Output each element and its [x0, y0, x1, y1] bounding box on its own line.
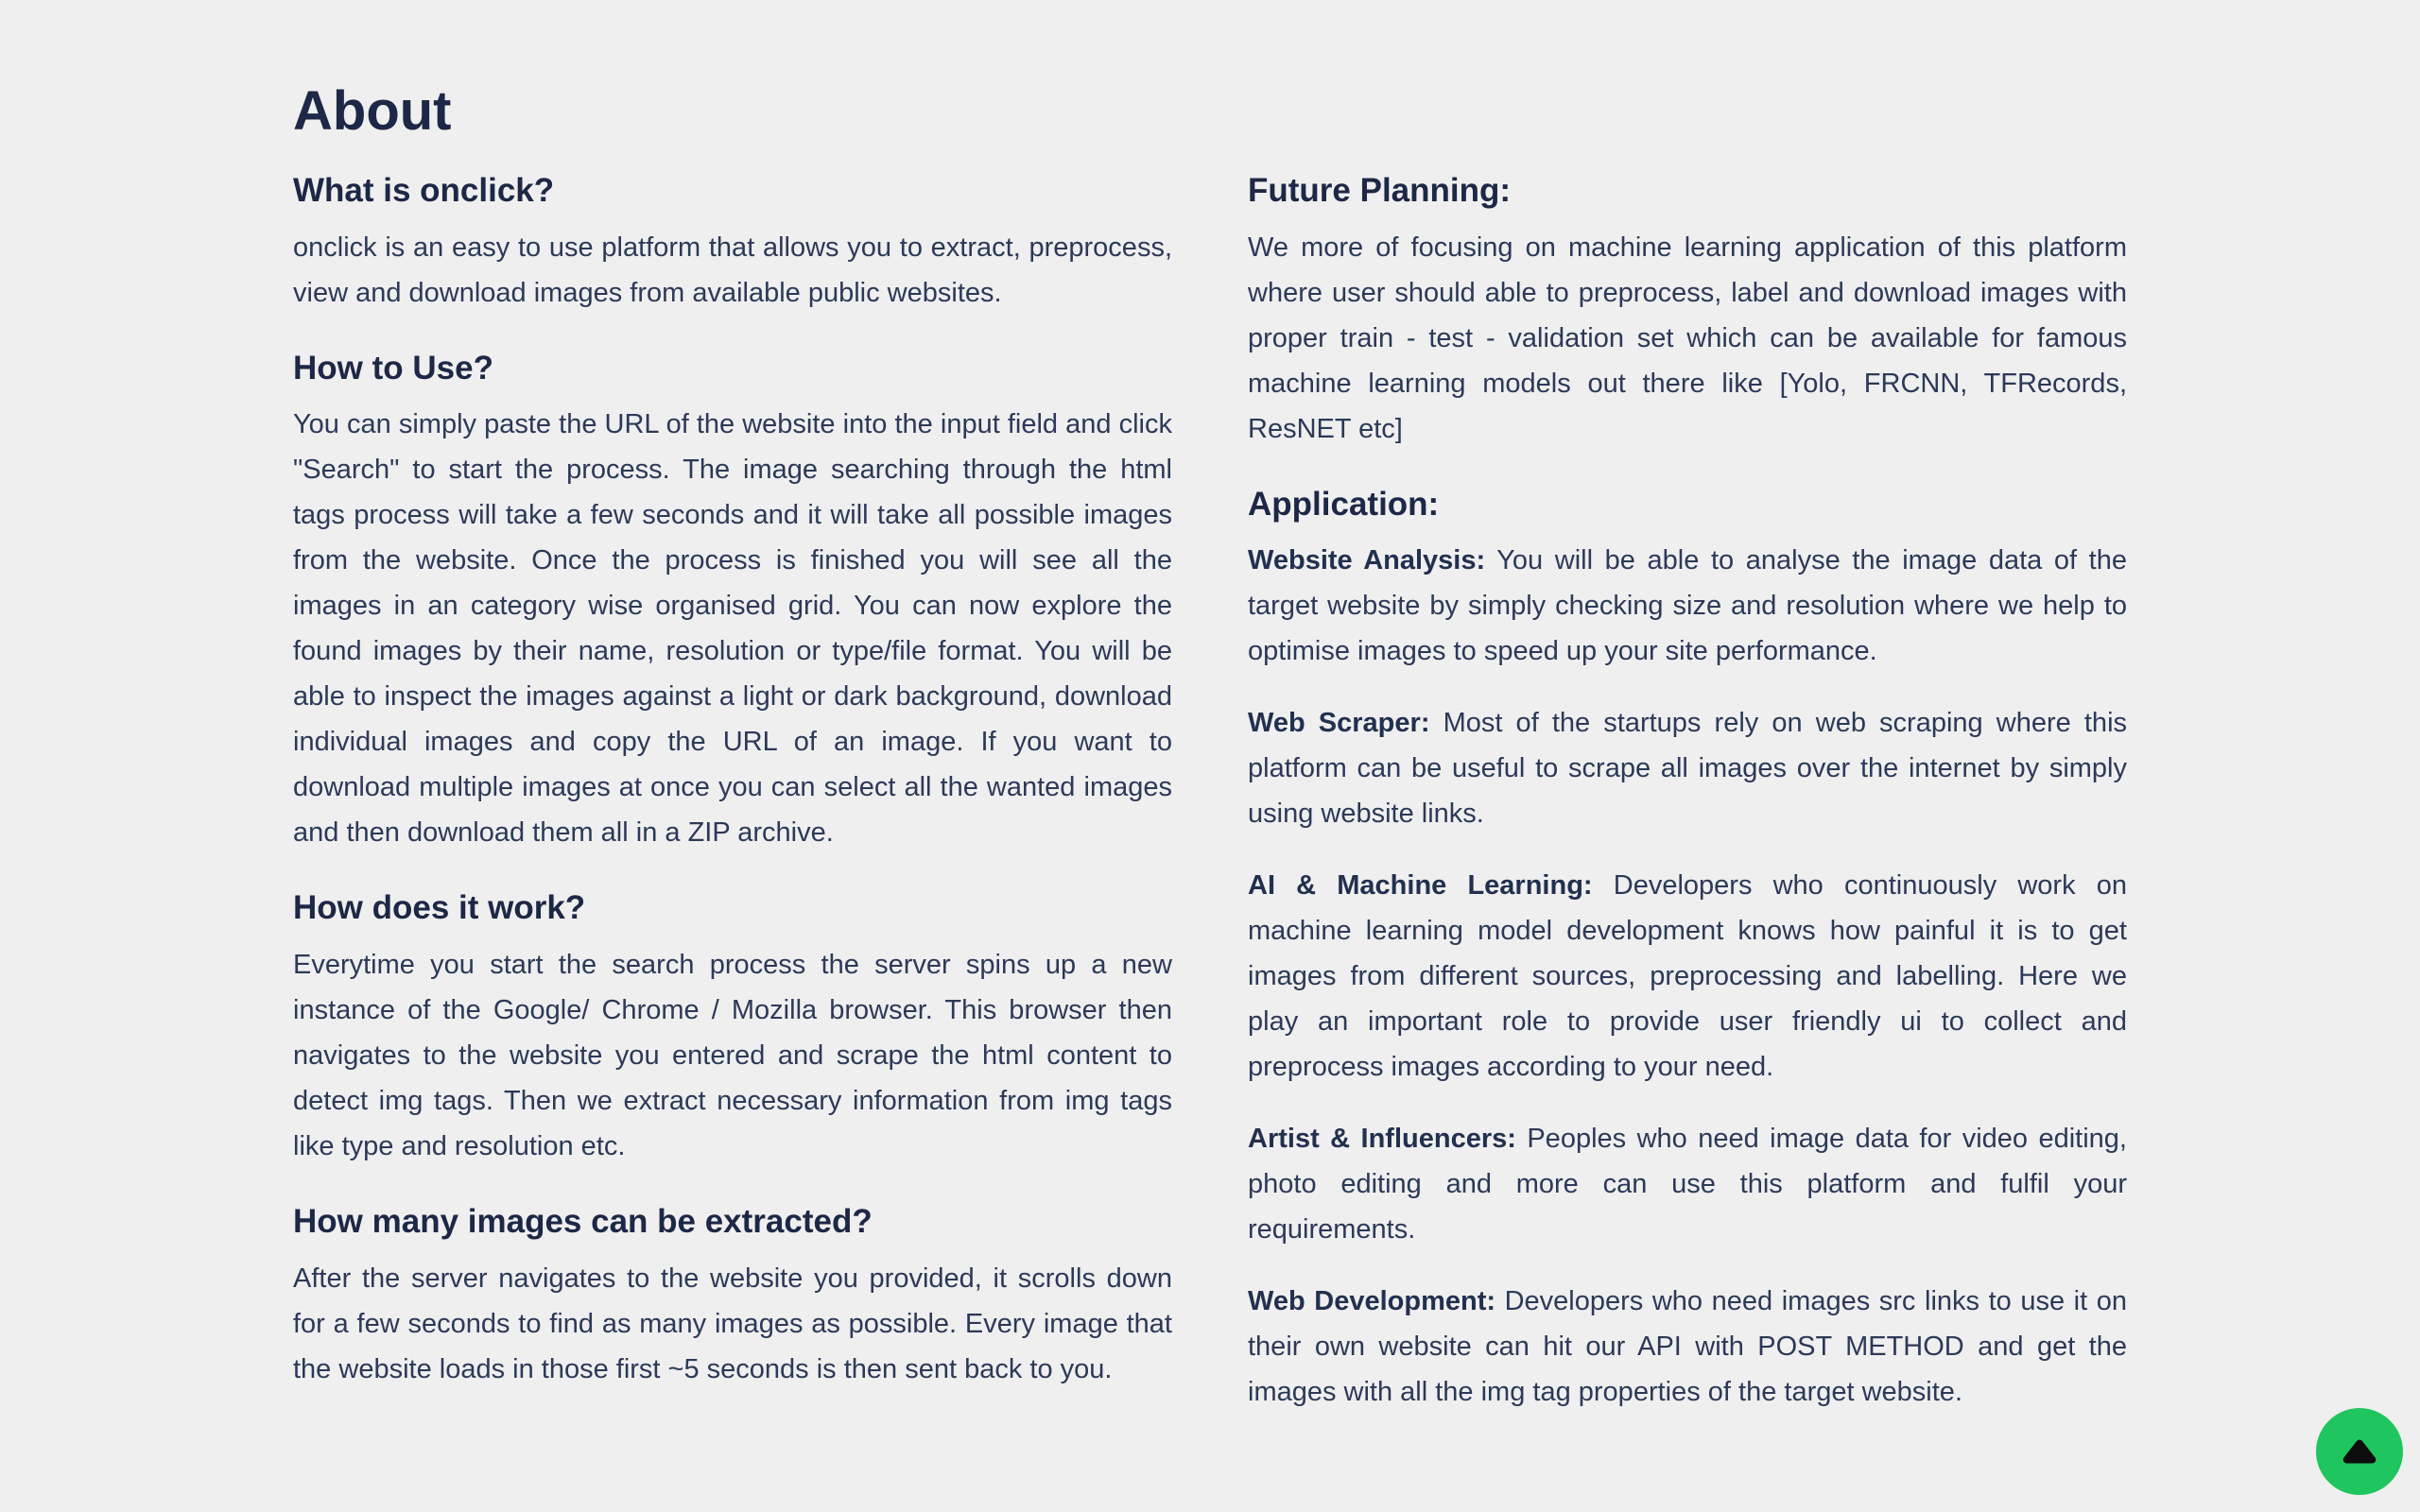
section-heading: Future Planning: [1248, 171, 1512, 209]
section-heading: How to Use? [293, 349, 493, 387]
section-how-does-it-work [293, 887, 1172, 1169]
section-paragraph: Everytime you start the search process the server spins up a new instance of the Google/ Chrome / Mozilla browser. This browser then navigates to the website you entered and scrape the html content to detect img tags. Then we extract necessary information from img tags like type and resolution etc. [293, 950, 1172, 1162]
section-paragraph: After the server navigates to the website you provided, it scrolls down for a few seconds to find as many images as possible. Every image that the website loads in those first ~5 seconds is then sent back to you. [293, 1263, 1172, 1384]
section-paragraph: onclick is an easy to use platform that allows you to extract, preprocess, view and download images from available public websites. [293, 232, 1172, 308]
application-item-label: Artist & Influencers: [1248, 1124, 1516, 1155]
section-what-is-onclick [293, 170, 1172, 316]
application-item-text: Most of the startups rely on web scraping where this platform can be useful to scrape all images over the internet by simply using website links. [1248, 708, 2128, 830]
section-paragraph: You can simply paste the URL of the website into the input field and click "Search" to start the process. The image searching through the html tags process will take a few seconds and it will take all possible images from the website. Once the process is finished you will see all the images in an category wise organised grid. You can now explore the found images by their name, resolution or type/file format. You will be able to inspect the images against a light or dark background, download individual images and copy the URL of an image. If you want to download multiple images at once you can select all the wanted images and then download them all in a ZIP archive. [293, 409, 1172, 849]
application-item-label: AI & Machine Learning: [1248, 870, 1593, 902]
section-how-many-images [293, 1201, 1172, 1392]
application-item-label: Web Scraper: [1248, 708, 1430, 739]
section-heading: How many images can be extracted? [293, 1203, 873, 1241]
two-column-layout [293, 170, 2127, 1442]
page-title: About [293, 80, 452, 142]
application-item-website-analysis [1248, 538, 2127, 674]
section-heading: What is onclick? [293, 171, 555, 209]
application-item-text: You will be able to analyse the image data of the target website by simply checking size and resolution where we help to optimise images to speed up your site performance. [1248, 545, 2127, 667]
right-column [1248, 170, 2127, 1442]
application-item-text: Developers who need images src links to use it on their own website can hit our API with POST METHOD and get the images with all the img tag properties of the target website. [1248, 1286, 2127, 1408]
section-application [1248, 484, 2127, 1416]
section-heading: How does it work? [293, 889, 586, 927]
application-item-artist-influencers [1248, 1116, 2127, 1252]
application-item-ai-machine-learning [1248, 863, 2127, 1090]
application-item-web-scraper [1248, 700, 2127, 836]
section-heading: Application: [1248, 485, 1440, 523]
application-item-text: Peoples who need image data for video editing, photo editing and more can use this platform and fulfil your requirements. [1248, 1124, 2127, 1246]
section-future-planning [1248, 170, 2127, 452]
left-column [293, 170, 1172, 1418]
application-item-label: Web Development: [1248, 1286, 1496, 1317]
section-paragraph: We more of focusing on machine learning application of this platform where user should able to preprocess, label and download images with proper train - test - validation set which can be available for famous machine learning models out there like [Yolo, FRCNN, TFRecords, ResNET etc] [1248, 232, 2127, 444]
application-item-text: Developers who continuously work on machine learning model development knows how painful it is to get images from different sources, preprocessing and labelling. Here we play an important role to provide user friendly ui to collect and preprocess images according to your need. [1248, 870, 2128, 1083]
arrow-up-icon [2338, 1430, 2381, 1473]
application-item-web-development [1248, 1279, 2127, 1415]
scroll-to-top-button[interactable] [2316, 1408, 2403, 1495]
section-how-to-use [293, 348, 1172, 856]
application-item-label: Website Analysis: [1248, 545, 1486, 576]
